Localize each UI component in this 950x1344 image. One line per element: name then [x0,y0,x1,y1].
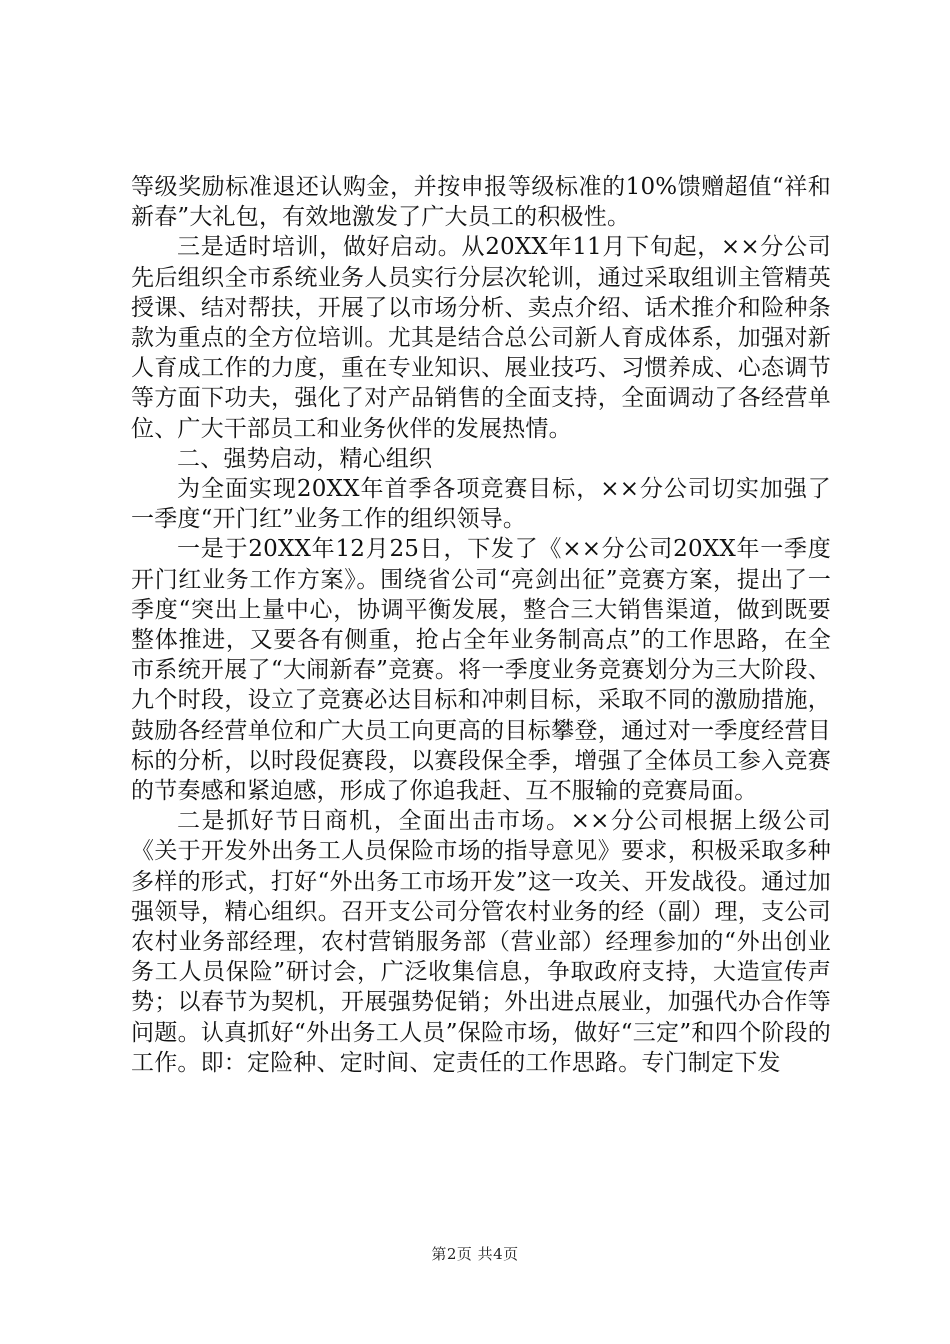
paragraph-3: 为全面实现20XX年首季各项竞赛目标，××分公司切实加强了一季度“开门红”业务工作的组织领导。 [131,476,831,533]
paragraph-4: 一是于20XX年12月25日，下发了《××分公司20XX年一季度开门红业务工作方案》。围绕省公司“亮剑出征”竞赛方案，提出了一季度“突出上量中心，协调平衡发展，整合三大销售渠道，做到既要整体推进，又要各有侧重，抢占全年业务制高点”的工作思路，在全市系统开展了“大闹新春”竞赛。将一季度业务竞赛划分为三大阶段、九个时段，设立了竞赛必达目标和冲刺目标，采取不同的激励措施，鼓励各经营单位和广大员工向更高的目标攀登，通过对一季度经营目标的分析，以时段促赛段，以赛段保全季，增强了全体员工参入竞赛的节奏感和紧迫感，形成了你追我赶、互不服输的竞赛局面。 [131,536,831,805]
paragraph-1: 等级奖励标准退还认购金，并按申报等级标准的10%馈赠超值“祥和新春”大礼包，有效地激发了广大员工的积极性。 [131,174,831,231]
section-heading: 二、强势启动，精心组织 [177,445,433,472]
paragraph-2: 三是适时培训，做好启动。从20XX年11月下旬起，××分公司先后组织全市系统业务人员实行分层次轮训，通过采取组训主管精英授课、结对帮扶，开展了以市场分析、卖点介绍、话术推介和险种条款为重点的全方位培训。尤其是结合总公司新人育成体系，加强对新人育成工作的力度，重在专业知识、展业技巧、习惯养成、心态调节等方面下功夫，强化了对产品销售的全面支持，全面调动了各经营单位、广大干部员工和业务伙伴的发展热情。 [131,234,831,442]
document-body [131,172,831,1078]
paragraph-5: 二是抓好节日商机，全面出击市场。××分公司根据上级公司《关于开发外出务工人员保险市场的指导意见》要求，积极采取多种多样的形式，打好“外出务工市场开发”这一攻关、开发战役。通过加强领导，精心组织。召开支公司分管农村业务的经（副）理，支公司农村业务部经理，农村营销服务部（营业部）经理参加的“外出创业务工人员保险”研讨会，广泛收集信息，争取政府支持，大造宣传声势；以春节为契机，开展强势促销；外出进点展业，加强代办合作等问题。认真抓好“外出务工人员”保险市场，做好“三定”和四个阶段的工作。即：定险种、定时间、定责任的工作思路。专门制定下发 [131,808,831,1076]
page-footer: 第2页 共4页 [431,1245,519,1263]
